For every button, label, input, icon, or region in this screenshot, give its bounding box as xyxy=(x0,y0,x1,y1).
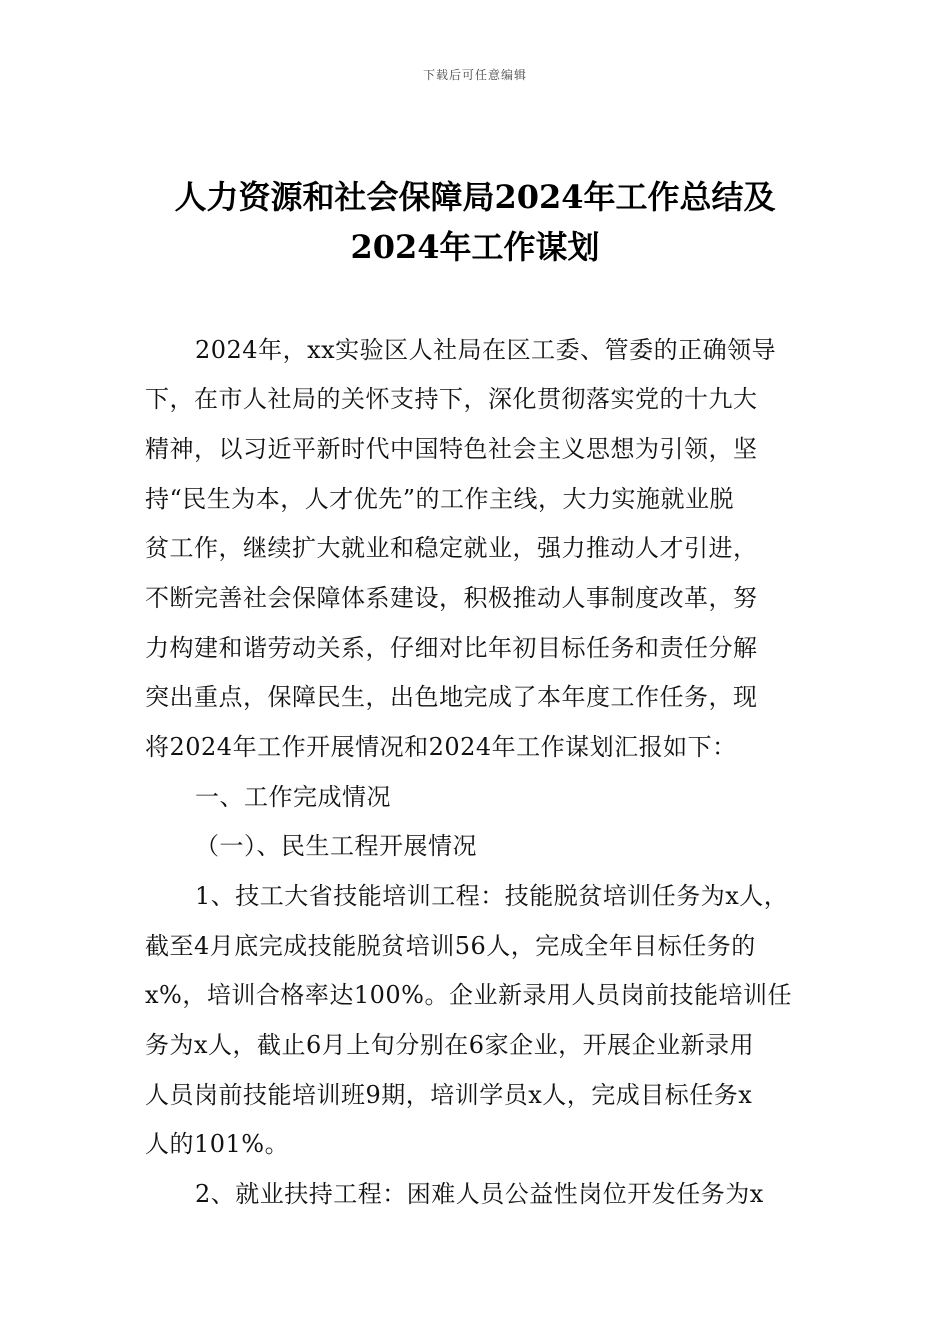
title-line: 人力资源和社会保障局2024年工作总结及 xyxy=(174,178,776,216)
paragraph-line: 持“民生为本，人才优先”的工作主线，大力实施就业脱 xyxy=(145,485,735,513)
paragraph-line: 贫工作，继续扩大就业和稳定就业，强力推动人才引进， xyxy=(145,534,758,562)
paragraph-line: 力构建和谐劳动关系，仔细对比年初目标任务和责任分解 xyxy=(145,634,758,662)
paragraph-line: 1、技工大省技能培训工程：技能脱贫培训任务为x人， xyxy=(195,882,789,910)
paragraph-line: 人员岗前技能培训班9期，培训学员x人，完成目标任务x xyxy=(145,1081,753,1109)
paragraph-line: 下，在市人社局的关怀支持下，深化贯彻落实党的十九大 xyxy=(145,385,758,413)
paragraph-line: 截至4月底完成技能脱贫培训56人，完成全年目标任务的 xyxy=(145,932,756,960)
subsection-heading: （一）、民生工程开展情况 xyxy=(195,832,477,860)
paragraph-line: 不断完善社会保障体系建设，积极推动人事制度改革，努 xyxy=(145,584,758,612)
header-note: 下载后可任意编辑 xyxy=(422,68,527,82)
paragraph-line: 精神，以习近平新时代中国特色社会主义思想为引领，坚 xyxy=(145,435,758,463)
paragraph-line: x%，培训合格率达100%。企业新录用人员岗前技能培训任 xyxy=(145,981,792,1009)
paragraph-line: 务为x人，截止6月上旬分别在6家企业，开展企业新录用 xyxy=(145,1031,755,1059)
title-line: 2024年工作谋划 xyxy=(350,228,600,266)
section-heading: 一、工作完成情况 xyxy=(195,783,391,811)
paragraph-line: 人的101%。 xyxy=(145,1130,290,1158)
paragraph-line: 2024年，xx实验区人社局在区工委、管委的正确领导 xyxy=(195,336,777,364)
paragraph-line: 突出重点，保障民生，出色地完成了本年度工作任务，现 xyxy=(145,683,758,711)
document-title xyxy=(100,172,850,272)
paragraph-line: 将2024年工作开展情况和2024年工作谋划汇报如下： xyxy=(145,733,737,761)
paragraph-line: 2、就业扶持工程：困难人员公益性岗位开发任务为x xyxy=(195,1180,764,1208)
